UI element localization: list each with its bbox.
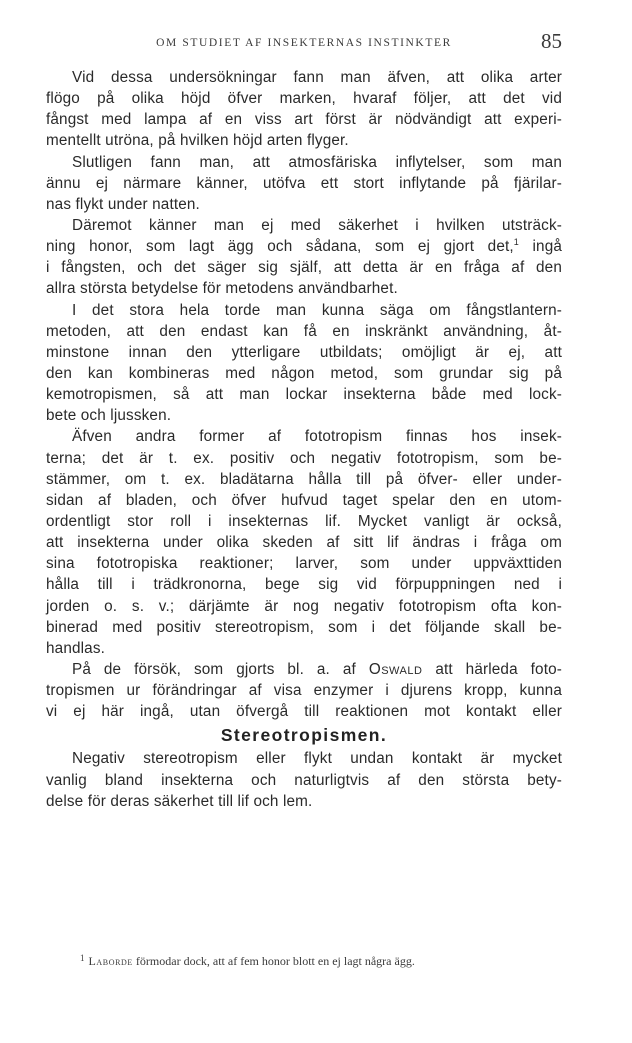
running-title: OM STUDIET AF INSEKTERNAS INSTINKTER [156,37,452,49]
text-line: Däremot känner man ej med säkerhet i hvilken utsträck- [72,216,562,234]
paragraph [46,300,562,427]
text-line [46,659,562,680]
text-line: den kan kombineras med någon metod, som grundar sig på [46,364,562,382]
running-head [46,29,562,57]
text-line: minstone innan den ytterligare utbildats; omöjligt är ej, att [46,343,562,361]
text-line: kemotropismen, så att man lockar insekterna både med lock- [46,386,562,404]
text-line: bete och ljussken. [46,407,172,425]
text-line: i fångsten, och det säger sig själf, att detta är en fråga af den [46,259,562,277]
text-line: ordentligt stor roll i insekternas lif. Mycket vanligt är också, [46,512,562,530]
paragraph [46,659,562,722]
section-heading: Stereotropismen. [220,725,388,746]
paragraph [46,67,562,152]
text-segment: att härleda foto- [422,660,562,678]
text-line: fångst med lampa af en viss art först är nödvändigt att experi- [46,111,562,129]
text-line: vanlig bland insekterna och naturligtvis af den största bety- [46,771,562,789]
text-segment: På de försök, som gjorts bl. a. af [72,660,369,678]
text-line: Slutligen fann man, att atmosfäriska inflytelser, som man [72,153,562,171]
text-line: stämmer, om t. ex. bladätarna hålla till på öfver- eller under- [46,470,562,488]
body-text [46,67,562,812]
paragraph [46,215,562,300]
page-number: 85 [541,29,562,53]
text-line: jorden o. s. v.; därjämte är nog negativ fototropism ofta kon- [46,597,562,615]
text-line: metoden, att den endast kan få en inskränkt användning, åt- [46,322,562,340]
footnote-mark: 1 [80,953,85,963]
text-segment: ingå [518,238,563,256]
footnote-reference: 1 [513,237,519,248]
text-line: Äfven andra former af fototropism finnas hos insek- [72,428,562,446]
text-line: sina fototropiska reaktioner; larver, som under uppväxttiden [46,555,562,573]
text-line: Negativ stereotropism eller flykt undan kontakt är mycket [72,750,562,768]
text-line: nas flykt under natten. [46,195,200,213]
text-line: sidan af bladen, och öfver hufvud taget spelar den en utom- [46,491,562,509]
author-name: Oswald [368,660,423,678]
paragraph [46,748,562,811]
footnote-text: förmodar dock, att af fem honor blott en ej lagt några ägg. [132,954,415,968]
paragraph [46,152,562,215]
text-line: Vid dessa undersökningar fann man äfven, att olika arter [72,69,562,86]
footnote-author: Laborde [88,954,133,968]
text-line: handlas. [46,639,106,657]
text-line: terna; det är t. ex. positiv och negativ fototropism, som be- [46,449,562,467]
text-line: hålla till i trädkronorna, bege sig vid förpuppningen ned i [46,576,562,594]
text-line: mentellt utröna, på hvilken höjd arten flyger. [46,132,349,150]
text-line: ännu ej närmare känner, utöfva ett stort inflytande på fjärilar- [46,174,562,192]
text-line: I det stora hela torde man kunna säga om fångstlantern- [72,301,562,319]
text-line [46,236,562,257]
text-line: vi ej här ingå, utan öfvergå till reaktionen mot kontakt eller [46,703,562,721]
text-line: att insekterna under olika skeden af sitt lif ändras i fråga om [46,534,562,552]
text-line: binerad med positiv stereotropism, som i det följande skall be- [46,618,562,636]
text-line: flögo på olika höjd öfver marken, hvaraf följer, att det vid [46,90,562,108]
text-segment: ning honor, som lagt ägg och sådana, som ej gjort det, [46,238,514,256]
paragraph [46,426,562,659]
text-line: allra största betydelse för metodens användbarhet. [46,280,398,298]
text-line: delse för deras säkerhet till lif och lem. [46,792,313,810]
text-line: tropismen ur förändringar af visa enzymer i djurens kropp, kunna [46,682,562,700]
footnote [46,948,562,968]
